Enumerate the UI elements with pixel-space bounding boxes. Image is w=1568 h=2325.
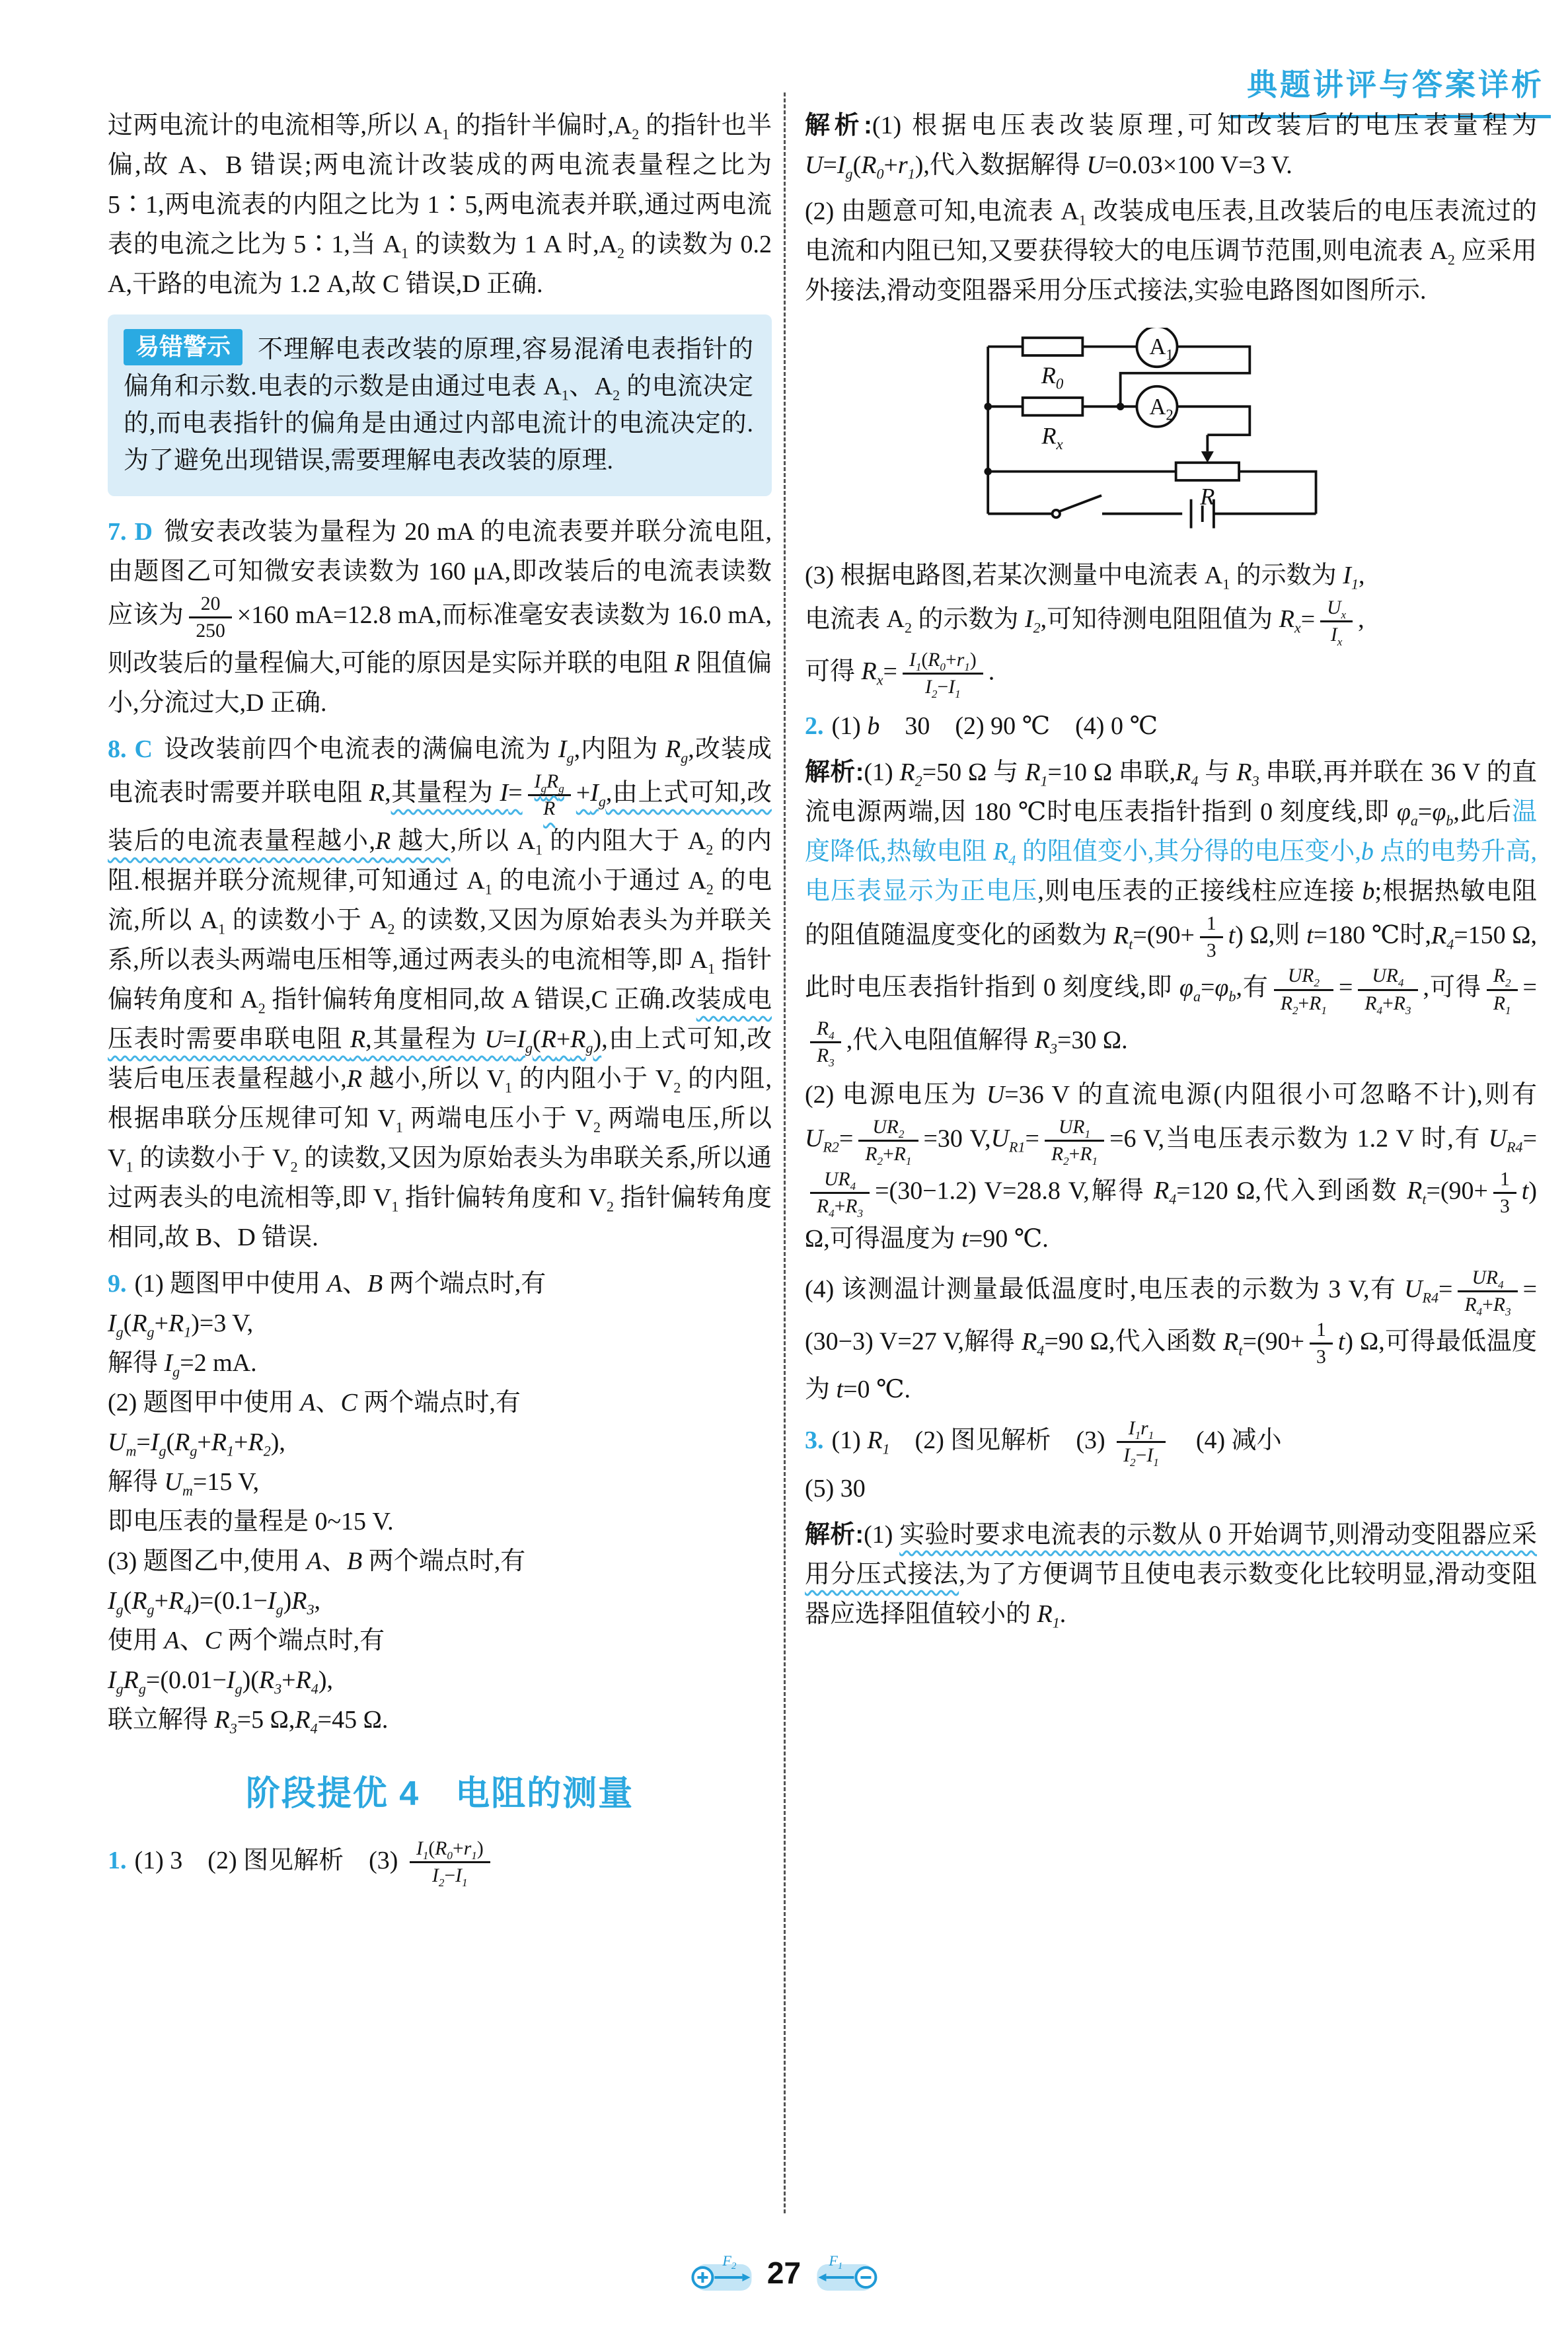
switch-pivot [1053,510,1060,517]
page-footer [685,2251,883,2295]
resistor-r0 [1023,338,1083,355]
item-number: 3. [805,1426,824,1454]
item-text: (1) 题图甲中使用 A、B 两个端点时,有 $I_g(R_g+R_1)=3$ V, 解得 $I_g=2$ mA. (2) 题图甲中使用 A、C 两个端点时,有 $U_m=I_g(R_g+R_1+R_2)$, 解得 $U_m=15$ V, 即电压表的量程是 0~15 V. (3) 题图乙中,使用 A、B 两个端点时,有 $I_g(R_g+R_4)=(0.1-I_g)R_3$, 使用 A、C 两个端点时,有 $I_gR_g=(0.01-I_g)(R_3+R_4)$, 联立解得 $R_3=5$ $\Omega,R_4=45$ Ω. [108,1270,546,1737]
svg-text:F2: $F_2$ [722,2252,736,2271]
item-text: (1) 3 (2) 图见解析 (3) $\frac{I_1(R_0+r_1)}{I_2-I_1}$ [135,1847,496,1874]
label-rx: $R_x$ [1041,422,1063,453]
item-number: 8. [108,735,127,764]
item-number: 2. [805,712,824,741]
warning-text: 不理解电表改装的原理,容易混淆电表指针的偏角和示数.电表的示数是由通过电表 $A_1$、$A_2$ 的电流决定的,而电表指针的偏角是由通过内部电流计的电流决定的.为了避免出现错误,需要理解电表改装的原理. [124,336,753,474]
item-answer-letter: D [134,518,153,546]
answer-item-7 [108,512,772,723]
circuit-svg [963,328,1379,536]
right-column [805,106,1537,1641]
resistor-rx [1023,398,1083,416]
paragraph-answer-continuation: 过两电流计的电流相等,所以 $A_1$ 的指针半偏时$,A_2$ 的指针也半偏,故 A、B 错误;两电流计改装成的两电流表量程之比为 5∶1,两电流表的内阻之比为 1∶5,两电流表并联,通过两电流表的电流之比为 5∶1,当 $A_1$ 的读数为 1 A 时$,A_2$ 的读数为 0.2 A,干路的电流为 1.2 A,故 C 错误,D 正确. [108,112,772,298]
analysis-item-3: 解析:(1) 实验时要求电流表的示数从 0 开始调节,则滑动变阻器应采用分压式接法,为了方便调节且使电表示数变化比较明显,滑动变阻器应选择阻值较小的 $R_1$. [805,1520,1538,1631]
page-header-title: 典题讲评与答案详析 [1230,61,1551,118]
answer-item-1 [108,1836,772,1888]
left-column [108,106,772,1895]
charge-f2-icon [685,2251,754,2295]
circuit-diagram [963,328,1379,536]
analysis-item-1-part-3: (3) 根据电路图,若某次测量中电流表 $A_1$ 的示数为 $I_1$, 电流表 $A_2$ 的示数为 $I_2$,可知待测电阻阻值为 $R_x=$ $\frac{U_x}{I_x}$ , 可得 $R_x=$ $\frac{I_1(R_0+r_1)}{I_2-I_1}$ . [805,562,1365,701]
junction-dot [984,468,991,475]
switch-blade [1060,496,1101,511]
svg-text:F1: $F_1$ [829,2252,843,2271]
answer-item-2 [805,706,1537,746]
item-text: 设改装前四个电流表的满偏电流为 $I_g$,内阻为 $R_g$,改装成电流表时需要并联电阻 R,其量程为 I= $\frac{I_gR_g}{R}$ $+I_g$,由上式可知,改装后的电流表量程越小,R 越大,所以 $A_1$ 的内阻大于 $A_2$ 的内阻.根据并联分流规律,可知通过 $A_1$ 的电流小于通过 $A_2$ 的电流,所以 $A_1$ 的读数小于 $A_2$ 的读数,又因为原始表头为并联关系,所以表头两端电压相等,通过两表头的电流相等,即 $A_1$ 指针偏转角度和 $A_2$ 指针偏转角度相同,故 A 错误,C 正确.改装成电压表时需要串联电阻 R,其量程为 $U=I_g(R+R_g)$,由上式可知,改装后电压表量程越小,R 越小,所以 $V_1$ 的内阻小于 $V_2$ 的内阻,根据串联分压规律可知 $V_1$ 两端电压小于 $V_2$ 两端电压,所以 $V_1$ 的读数小于 $V_2$ 的读数,又因为原始表头为串联关系,所以通过两表头的电流相等,即 $V_1$ 指针偏转角度和 $V_2$ 指针偏转角度相同,故 B、D 错误. [108,735,772,1252]
item-text: 微安表改装为量程为 20 mA 的电流表要并联分流电阻,由题图乙可知微安表读数为 160 μA,即改装后的电流表读数应该为 $\frac{20}{250}$ ×160 mA=12.8 mA,而标准毫安表读数为 16.0 mA,则改装后的量程偏大,可能的原因是实际并联的电阻 R 阻值偏小,分流过大,D 正确. [108,518,772,718]
wire-right-rail [1239,472,1316,514]
label-r: R [1200,483,1215,510]
warning-tag: 易错警示 [124,329,243,365]
label-a1: $A_1$ [1149,334,1174,363]
analysis-item-1-part-1: 解析:(1) 根据电压表改装原理,可知改装后的电压表量程为 $U=I_g(R_0+r_1)$,代入数据解得 U=0.03×100 V=3 V. [805,112,1538,182]
label-r0: $R_0$ [1041,362,1064,392]
charge-f1-icon [814,2251,883,2295]
label-a2: $A_2$ [1149,394,1174,424]
page-number: 27 [766,2256,802,2290]
warning-paragraph [124,329,753,479]
answer-item-9 [108,1264,772,1740]
rheostat-r [1176,462,1239,480]
analysis-item-2-part-1: 解析:(1) $R_2=50$ Ω 与 $R_1=10$ Ω 串联$,R_4$ 与 $R_3$ 串联,再并联在 36 V 的直流电源两端,因 180 ℃时电压表指针指到 0 刻度线,即 $\varphi_a=\varphi_b$,此后温度降低,热敏电阻 $R_4$ 的阻值变小,其分得的电压变小,b 点的电势升高,电压表显示为正电压,则电压表的正接线柱应连接 b;根据热敏电阻的阻值随温度变化的函数为 $R_t=(90+$ $\frac{1}{3}$ t) Ω,则 t=180 ℃时$,R_4=150$ Ω,此时电压表指针指到 0 刻度线,即 $\varphi_a=\varphi_b$,有 $\frac{UR_2}{R_2+R_1}$ = $\frac{UR_4}{R_4+R_3}$ ,可得 $\frac{R_2}{R_1}$ = $\frac{R_4}{R_3}$ ,代入电阻值解得 $R_3=30$ Ω. [805,758,1538,1069]
column-divider [784,92,786,2213]
answer-item-3 [805,1416,1537,1508]
item-number: 9. [108,1270,127,1298]
junction-dot [984,403,991,410]
item-number: 1. [108,1846,127,1874]
rheostat-slider-arrow-icon [1201,451,1214,462]
analysis-item-1-part-2: (2) 由题意可知,电流表 $A_1$ 改装成电压表,且改装后的电压表流过的电流和内阻已知,又要获得较大的电压调节范围,则电流表 $A_2$ 应采用外接法,滑动变阻器采用分压式接法,实验电路图如图所示. [805,198,1537,305]
junction-dot [1117,403,1124,410]
warning-box [108,314,772,496]
analysis-item-2-part-2: (2) 电源电压为 U=36 V 的直流电源(内阻很小可忽略不计),则有 $U_{R2}=$ $\frac{UR_2}{R_2+R_1}$ =30 $V,U_{R1}=$ $\frac{UR_1}{R_2+R_1}$ =6 V,当电压表示数为 1.2 V 时,有 $U_{R4}=$ $\frac{UR_4}{R_4+R_3}$ =(30−1.2) V=28.8 V,解得 $R_4=120$ Ω,代入到函数 $R_t=(90+$ $\frac{1}{3}$ t) Ω,可得温度为 t=90 ℃. [805,1080,1537,1253]
answer-item-8 [108,729,772,1257]
analysis-item-2-part-3: (4) 该测温计测量最低温度时,电压表的示数为 3 V,有 $U_{R4}=$ $\frac{UR_4}{R_4+R_3}$ =(30−3) V=27 V,解得 $R_4=90$ Ω,代入函数 $R_t=(90+$ $\frac{1}{3}$ t) Ω,可得最低温度为 t=0 ℃. [805,1267,1537,1404]
item-answer-letter: C [134,735,153,764]
wire-a2-loop [1177,406,1250,435]
item-text: (1) $R_1$ (2) 图见解析 (3) $\frac{I_1r_1}{I_2-I_1}$ (4) 减小 (5) 30 [805,1418,1282,1502]
item-text: (1) b 30 (2) 90 ℃ (4) 0 ℃ [831,712,1158,741]
section-heading: 阶段提优 4 电阻的测量 [245,1775,634,1814]
item-number: 7. [108,518,127,546]
